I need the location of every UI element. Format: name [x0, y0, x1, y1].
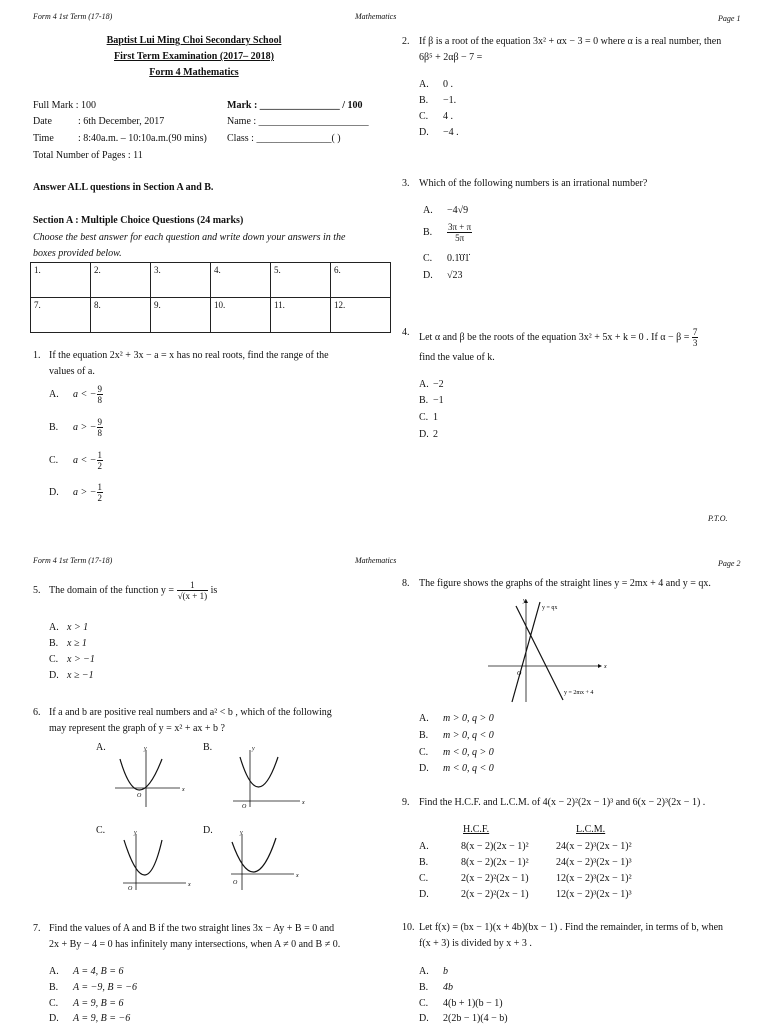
y-axis-label: y — [252, 746, 255, 752]
q4-option-a[interactable] — [419, 379, 444, 390]
q9-row-c[interactable] — [419, 873, 632, 884]
q7-option-a[interactable] — [49, 966, 124, 977]
x-axis-label: x — [188, 882, 191, 888]
q1-option-b[interactable] — [49, 417, 103, 438]
q6-text-line1: If a and b are positive real numbers and a² < b , which of the following — [49, 707, 332, 718]
time-label: Time — [33, 133, 54, 144]
option-label: D. — [419, 889, 429, 900]
answer-box[interactable]: 12. — [331, 298, 391, 333]
option-text: m < 0, q > 0 — [443, 747, 494, 758]
option-label: D. — [419, 763, 429, 774]
lcm-value: 12(x − 2)³(2x − 1)³ — [556, 889, 632, 900]
x-axis-label: x — [182, 787, 185, 793]
q5-number: 5. — [33, 585, 41, 596]
q5-option-d[interactable] — [49, 670, 94, 681]
class-field[interactable]: Class : _______________( ) — [227, 133, 341, 144]
school-name: Baptist Lui Ming Choi Secondary School — [106, 35, 282, 46]
name-field[interactable]: Name : ______________________ — [227, 116, 369, 127]
option-label: B. — [419, 857, 429, 868]
q10-number: 10. — [402, 922, 415, 933]
q10-option-d[interactable] — [419, 1013, 508, 1024]
lcm-value: 24(x − 2)³(2x − 1)³ — [556, 857, 632, 868]
q8-text: The figure shows the graphs of the straight lines y = 2mx + 4 and y = qx. — [419, 578, 711, 589]
option-text: A = 9, B = −6 — [73, 1013, 131, 1024]
full-mark: Full Mark : 100 — [33, 100, 97, 111]
option-label: C. — [419, 998, 429, 1009]
option-text: 0 . — [443, 79, 453, 90]
origin-label: O — [242, 804, 247, 810]
q6-graph-a-label: A. — [96, 742, 106, 753]
option-label: A. — [423, 205, 433, 216]
q10-option-c[interactable] — [419, 998, 503, 1009]
option-prefix: a < − — [73, 454, 97, 466]
q7-text-line2: 2x + By − 4 = 0 has infinitely many intersections, when A ≠ 0 and B ≠ 0. — [49, 939, 341, 950]
line-label-y-2mx-4: y = 2mx + 4 — [564, 690, 594, 696]
q8-option-c[interactable] — [419, 747, 494, 758]
q9-row-a[interactable] — [419, 841, 632, 852]
option-label: A. — [419, 379, 429, 390]
q6-graph-c[interactable] — [118, 828, 198, 893]
fraction-denominator: 8 — [97, 395, 102, 405]
q7-number: 7. — [33, 923, 41, 934]
q6-graph-c-label: C. — [96, 825, 106, 836]
q9-number: 9. — [402, 797, 410, 808]
q5-text-b: is — [210, 584, 218, 596]
fraction-numerator: 1 — [177, 580, 209, 591]
fraction-denominator: 8 — [97, 428, 102, 438]
q6-graph-b[interactable] — [228, 745, 308, 810]
parabola-curve — [124, 840, 162, 875]
line-label-y-qx: y = qx — [542, 605, 558, 611]
q4-text: Let α and β be the roots of the equation 3x² + 5x + k = 0 . If α − β = — [419, 331, 690, 343]
q5-text — [49, 580, 217, 601]
answer-box[interactable]: 3. — [151, 263, 211, 298]
hcf-value: 2(x − 2)²(2x − 1) — [461, 873, 529, 884]
hcf-value: 2(x − 2)²(2x − 1) — [461, 889, 529, 900]
option-label: A. — [419, 966, 429, 977]
q4-text-line1 — [419, 327, 698, 348]
option-text: m > 0, q < 0 — [443, 730, 494, 741]
option-label: A. — [49, 388, 59, 400]
answer-box[interactable]: 9. — [151, 298, 211, 333]
page-header-left: Form 4 1st Term (17-18) — [33, 12, 113, 21]
answer-box[interactable]: 7. — [31, 298, 91, 333]
q2-text-line2: 6β⁵ + 2αβ − 7 = — [419, 52, 483, 63]
q10-option-a[interactable] — [419, 966, 448, 977]
option-label: B. — [419, 982, 429, 993]
option-label: C. — [419, 412, 429, 423]
option-label: B. — [49, 982, 59, 993]
section-a-note-line1: Choose the best answer for each question and write down your answers in the — [33, 232, 346, 243]
q1-option-c[interactable] — [49, 450, 103, 471]
q7-option-b[interactable] — [49, 982, 137, 993]
fraction-numerator: 3π + π — [448, 222, 472, 232]
fraction-denominator: √(x + 1) — [177, 591, 208, 601]
answer-box[interactable]: 1. — [31, 263, 91, 298]
option-label: C. — [419, 873, 429, 884]
answer-box[interactable]: 4. — [211, 263, 271, 298]
option-text: −1 — [433, 395, 444, 406]
x-axis-label: x — [302, 800, 305, 806]
x-axis-label: x — [296, 873, 299, 879]
y-axis-label: y — [134, 830, 137, 836]
option-label: D. — [419, 1013, 429, 1024]
q8-number: 8. — [402, 578, 410, 589]
section-a-title: Section A : Multiple Choice Questions (24 marks) — [33, 215, 244, 226]
option-label: B. — [419, 395, 429, 406]
option-text: 4b — [443, 982, 453, 993]
q7-option-d[interactable] — [49, 1013, 130, 1024]
origin-label: O — [128, 886, 133, 892]
q9-text: Find the H.C.F. and L.C.M. of 4(x − 2)²(2x − 1)³ and 6(x − 2)³(2x − 1) . — [419, 797, 706, 808]
option-label: A. — [419, 841, 429, 852]
option-label: D. — [423, 270, 433, 281]
option-text: 4 . — [443, 111, 453, 122]
exam-title: First Term Examination (2017– 2018) — [114, 51, 274, 62]
q9-row-b[interactable] — [419, 857, 632, 868]
q10-text-line2: f(x + 3) is divided by x + 3 . — [419, 938, 532, 949]
answer-box[interactable]: 8. — [91, 298, 151, 333]
option-label: D. — [419, 127, 429, 138]
option-text: x > 1 — [67, 622, 89, 633]
answer-box[interactable]: 10. — [211, 298, 271, 333]
q6-text-line2: may represent the graph of y = x² + ax + b ? — [49, 723, 225, 734]
q5-option-c[interactable] — [49, 654, 95, 665]
option-text: −4√9 — [447, 205, 469, 216]
option-label: C. — [419, 747, 429, 758]
option-label: C. — [419, 111, 429, 122]
q1-option-a[interactable] — [49, 384, 103, 405]
option-text: m < 0, q < 0 — [443, 763, 494, 774]
time-value: : 8:40a.m. – 10:10a.m.(90 mins) — [78, 133, 207, 144]
option-text: A = −9, B = −6 — [73, 982, 138, 993]
q8-option-d[interactable] — [419, 763, 494, 774]
q9-row-d[interactable] — [419, 889, 632, 900]
x-axis-arrow — [598, 664, 602, 668]
q8-line-graph[interactable] — [486, 596, 616, 704]
fraction-numerator: 1 — [97, 482, 102, 492]
q10-text-line1: Let f(x) = (bx − 1)(x + 4b)(bx − 1) . Find the remainder, in terms of b, when — [419, 922, 724, 933]
total-pages: Total Number of Pages : 11 — [33, 150, 143, 161]
q4-option-c[interactable] — [419, 412, 438, 423]
y-axis-label: y — [240, 830, 243, 836]
answer-box[interactable]: 6. — [331, 263, 391, 298]
parabola-curve — [120, 759, 162, 790]
date-label: Date — [33, 116, 52, 127]
q3-option-b[interactable] — [423, 222, 472, 243]
option-prefix: a < − — [73, 388, 97, 400]
q4-option-d[interactable] — [419, 429, 438, 440]
q2-option-c[interactable] — [419, 111, 453, 122]
origin-label: O — [233, 880, 238, 886]
fraction-denominator: 2 — [97, 461, 102, 471]
q7-text-line1: Find the values of A and B if the two straight lines 3x − Ay + B = 0 and — [49, 923, 335, 934]
q5-text-a: The domain of the function y = — [49, 584, 175, 596]
page-header-right: Page 2 — [718, 559, 741, 568]
instruction: Answer ALL questions in Section A and B. — [33, 182, 214, 193]
q6-graph-b-label: B. — [203, 742, 213, 753]
y-axis-label: y — [144, 746, 147, 752]
q2-option-a[interactable] — [419, 79, 453, 90]
q4-number: 4. — [402, 327, 410, 338]
subject-title: Form 4 Mathematics — [149, 67, 239, 78]
option-text: −4 . — [443, 127, 459, 138]
option-text: √23 — [447, 270, 463, 281]
option-label: C. — [49, 454, 59, 466]
line-y-2mx-4 — [516, 606, 563, 700]
option-text: A = 9, B = 6 — [73, 998, 124, 1009]
section-a-note-line2: boxes provided below. — [33, 248, 122, 259]
option-text: b — [443, 966, 448, 977]
q6-graph-d[interactable] — [226, 828, 306, 893]
answer-box[interactable]: 11. — [271, 298, 331, 333]
answer-box-table — [30, 262, 391, 333]
option-label: D. — [49, 1013, 59, 1024]
option-label: C. — [423, 253, 433, 264]
q3-option-a[interactable] — [423, 205, 468, 216]
q1-text-line2: values of a. — [49, 366, 95, 377]
option-label: B. — [49, 638, 59, 649]
y-axis-label: y — [523, 598, 526, 604]
q9-col-hcf: H.C.F. — [463, 824, 490, 835]
q3-option-d[interactable] — [423, 270, 463, 281]
pto-note: P.T.O. — [708, 514, 728, 523]
answer-box[interactable]: 5. — [271, 263, 331, 298]
hcf-value: 8(x − 2)(2x − 1)² — [461, 857, 529, 868]
mark-field[interactable]: Mark : ________________ / 100 — [227, 100, 363, 111]
q7-option-c[interactable] — [49, 998, 124, 1009]
option-label: B. — [423, 226, 433, 238]
option-label: B. — [419, 730, 429, 741]
q3-option-c[interactable] — [423, 253, 470, 264]
fraction-numerator: 1 — [97, 450, 102, 460]
q5-option-a[interactable] — [49, 622, 88, 633]
option-label: A. — [419, 79, 429, 90]
q1-number: 1. — [33, 350, 41, 361]
q8-option-a[interactable] — [419, 713, 494, 724]
option-label: C. — [49, 654, 59, 665]
option-label: A. — [49, 622, 59, 633]
q9-col-lcm: L.C.M. — [576, 824, 606, 835]
fraction-numerator: 9 — [97, 384, 102, 394]
option-label: D. — [419, 429, 429, 440]
fraction-numerator: 9 — [97, 417, 102, 427]
hcf-value: 8(x − 2)(2x − 1)² — [461, 841, 529, 852]
q4-option-b[interactable] — [419, 395, 444, 406]
option-text: 2 — [433, 429, 438, 440]
option-label: D. — [49, 670, 59, 681]
option-label: C. — [49, 998, 59, 1009]
q5-option-b[interactable] — [49, 638, 87, 649]
q8-option-b[interactable] — [419, 730, 494, 741]
q3-text: Which of the following numbers is an irrational number? — [419, 178, 648, 189]
q2-option-d[interactable] — [419, 127, 459, 138]
option-label: A. — [419, 713, 429, 724]
page-header-left: Form 4 1st Term (17-18) — [33, 556, 113, 565]
q1-text-line1: If the equation 2x² + 3x − a = x has no real roots, find the range of the — [49, 350, 329, 361]
option-text: 4(b + 1)(b − 1) — [443, 998, 503, 1009]
option-label: D. — [49, 486, 59, 498]
option-text: 0.1̇0̇1̇ — [447, 253, 470, 264]
option-text: x ≥ 1 — [67, 638, 87, 649]
parabola-curve — [232, 838, 276, 872]
option-prefix: a > − — [73, 486, 97, 498]
page-header-center: Mathematics — [355, 556, 397, 565]
q3-number: 3. — [402, 178, 410, 189]
option-text: 1 — [433, 412, 438, 423]
parabola-curve — [240, 757, 278, 787]
answer-box[interactable]: 2. — [91, 263, 151, 298]
x-axis-label: x — [604, 664, 607, 670]
option-text: x ≥ −1 — [67, 670, 94, 681]
q2-number: 2. — [402, 36, 410, 47]
option-text: −2 — [433, 379, 444, 390]
option-text: −1. — [443, 95, 457, 106]
option-text: m > 0, q > 0 — [443, 713, 494, 724]
date-value: : 6th December, 2017 — [78, 116, 165, 127]
option-label: A. — [49, 966, 59, 977]
q10-option-b[interactable] — [419, 982, 453, 993]
fraction-denominator: 3 — [692, 338, 698, 348]
origin-label: O — [137, 793, 142, 799]
fraction-numerator: 7 — [692, 327, 698, 337]
q2-text-line1: If β is a root of the equation 3x² + αx − 3 = 0 where α is a real number, then — [419, 36, 722, 47]
q6-graph-d-label: D. — [203, 825, 213, 836]
q4-text-line2: find the value of k. — [419, 352, 495, 363]
origin-label: O — [517, 671, 522, 677]
option-text: x > −1 — [67, 654, 95, 665]
option-prefix: a > − — [73, 421, 97, 433]
option-label: B. — [419, 95, 429, 106]
option-text: A = 4, B = 6 — [73, 966, 124, 977]
q6-number: 6. — [33, 707, 41, 718]
fraction-denominator: 2 — [97, 493, 102, 503]
fraction-denominator: 5π — [455, 233, 465, 243]
page-header-right: Page 1 — [718, 14, 741, 23]
option-label: B. — [49, 421, 59, 433]
option-text: 2(2b − 1)(4 − b) — [443, 1013, 508, 1024]
page-header-center: Mathematics — [355, 12, 397, 21]
lcm-value: 24(x − 2)³(2x − 1)² — [556, 841, 632, 852]
q6-graph-a[interactable] — [110, 745, 190, 810]
q1-option-d[interactable] — [49, 482, 103, 503]
lcm-value: 12(x − 2)³(2x − 1)² — [556, 873, 632, 884]
q2-option-b[interactable] — [419, 95, 456, 106]
